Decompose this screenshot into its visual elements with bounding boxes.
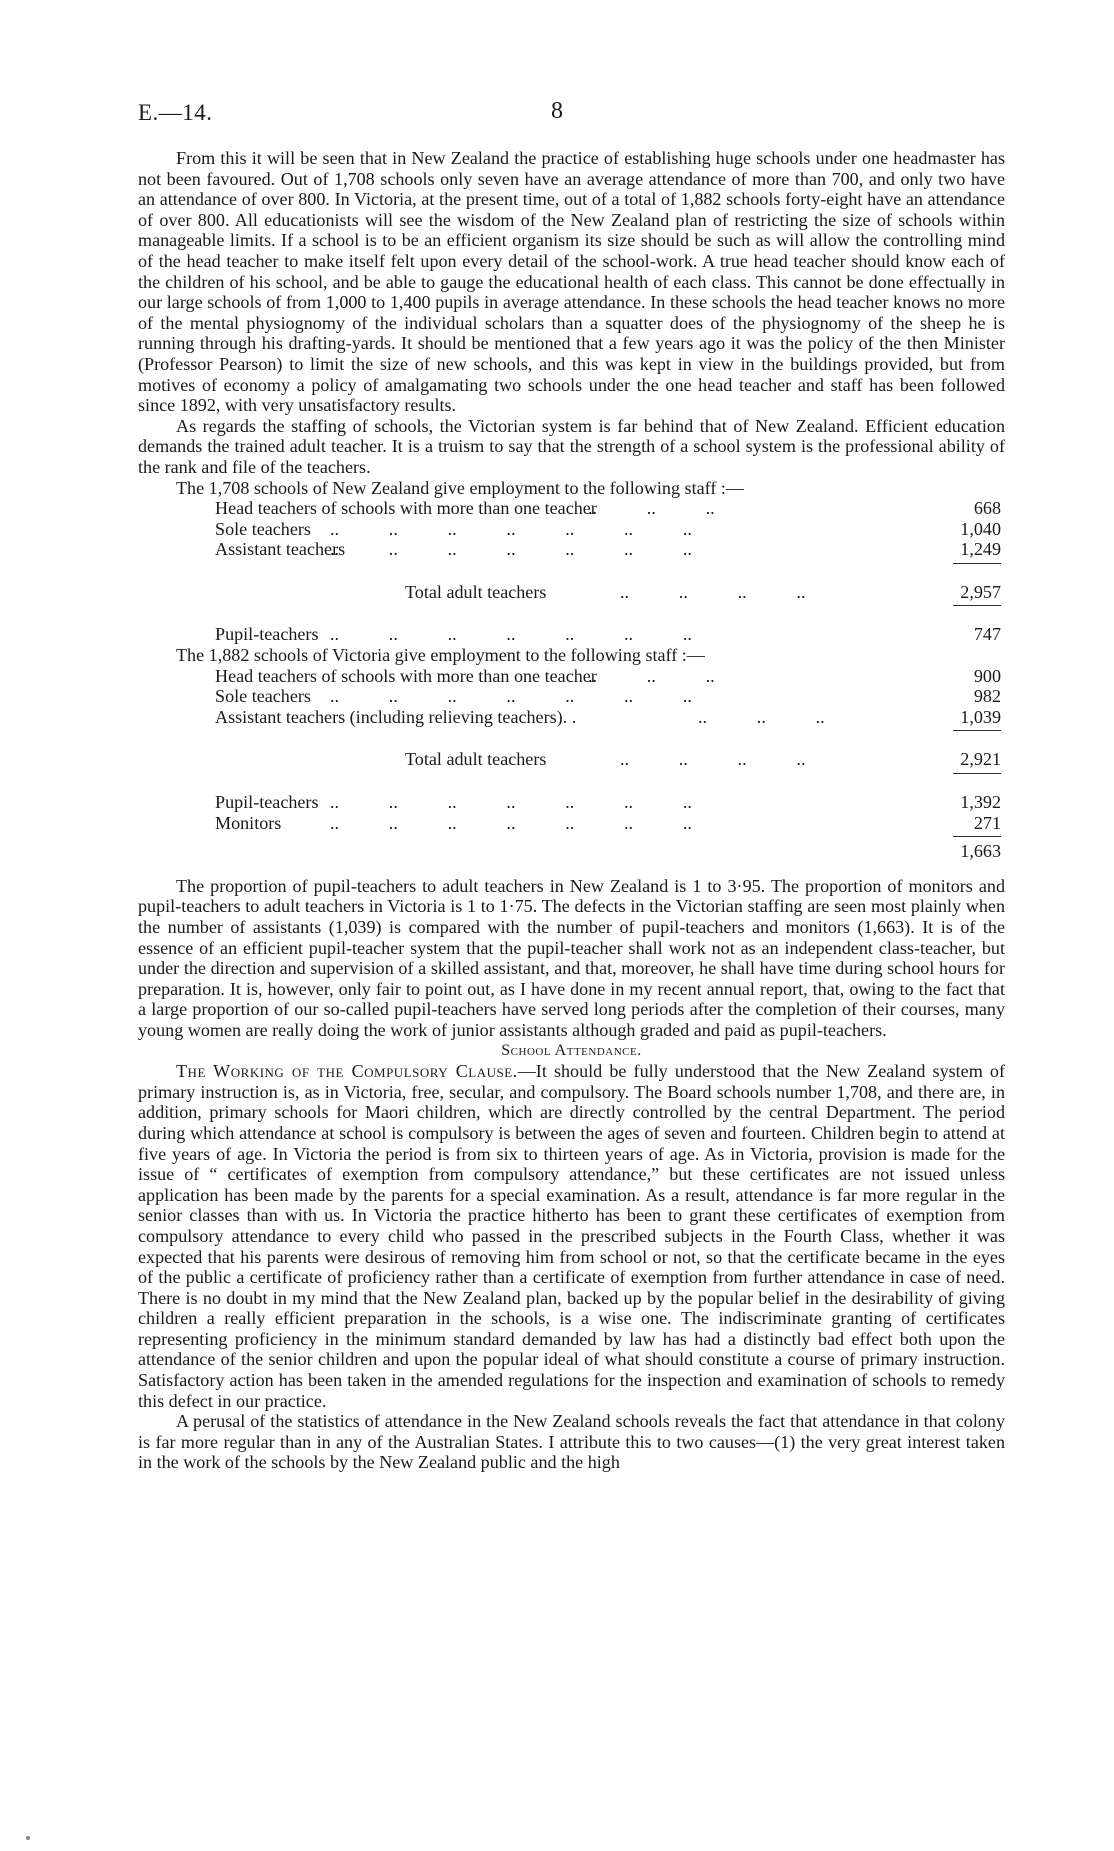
- table-grand-total-row: [138, 841, 1005, 862]
- row-value: 271: [973, 812, 1001, 833]
- row-value: 1,039: [960, 706, 1001, 727]
- leader-dots: .. .. .. .. .. .. ..: [330, 686, 692, 707]
- sum-rule: [953, 836, 1001, 837]
- row-value: 982: [973, 686, 1001, 707]
- table-row: [138, 666, 1005, 687]
- sum-rule: [953, 605, 1001, 606]
- page-body: [138, 148, 1005, 1473]
- leader-dots: .. .. .. ..: [620, 749, 806, 770]
- row-label: Monitors: [215, 812, 282, 833]
- leader-dots: .. .. ..: [588, 665, 715, 686]
- table-row: [138, 498, 1005, 519]
- vic-table-intro: The 1,882 schools of Victoria give employment to the following staff :—: [176, 645, 705, 666]
- paragraph-compulsory-clause: [138, 1061, 1005, 1411]
- paragraph-proportion: The proportion of pupil-teachers to adult teachers in New Zealand is 1 to 3·95. The proportion of monitors and pupil-teachers to adult teachers in Victoria is 1 to 1·75. The defects in the Victorian staffing are seen most plainly when the number of assistants (1,039) is compared with the number of pupil-teachers and monitors (1,663). It is of the essence of an efficient pupil-teacher system that the pupil-teacher shall work not as an independent class-teacher, but under the direction and supervision of a skilled assistant, and that, moreover, he shall have time during school hours for preparation. It is, however, only fair to point out, as I have done in my recent annual report, that, owing to the fact that a large proportion of our so-called pupil-teachers have served long periods after the completion of their courses, many young women are really doing the work of junior assistants although graded and paid as pupil-teachers.: [138, 875, 1005, 1040]
- table-row: [138, 539, 1005, 560]
- row-value: 900: [973, 665, 1001, 686]
- sum-rule: [953, 563, 1001, 564]
- total-value: 2,921: [960, 749, 1001, 770]
- table-row: [138, 707, 1005, 728]
- row-label: Assistant teachers (including relieving teachers). .: [215, 706, 577, 727]
- row-value: 747: [973, 624, 1001, 645]
- row-value: 1,249: [960, 539, 1001, 560]
- table-row: [138, 792, 1005, 813]
- scan-mark: [26, 1836, 30, 1840]
- row-label: Sole teachers: [215, 686, 311, 707]
- report-reference: E.—14.: [138, 100, 213, 125]
- table-row: [138, 519, 1005, 540]
- sum-rule: [953, 730, 1001, 731]
- row-value: 1,392: [960, 792, 1001, 813]
- row-label: Assistant teachers: [215, 539, 346, 560]
- leader-dots: .. .. .. .. .. .. ..: [330, 792, 692, 813]
- sum-rule: [953, 773, 1001, 774]
- leader-dots: .. .. ..: [698, 706, 825, 727]
- paragraph-school-size: From this it will be seen that in New Zealand the practice of establishing huge schools under one headmaster has not been favoured. Out of 1,708 schools only seven have an average attendance of more than 700, and only two have an attendance of over 800. In Victoria, at the present time, out of a total of 1,882 schools forty-eight have an attendance of over 800. All educationists will see the wisdom of the New Zealand plan of restricting the size of schools within manageable limits. If a school is to be an efficient organism its size should be such as will allow the controlling mind of the head teacher to make itself felt upon every detail of the school-work. A true head teacher should know each of the children of his school, and be able to gauge the educational health of each class. This cannot be done effectually in our large schools of from 1,000 to 1,400 pupils in average attendance. In these schools the head teacher knows no more of the mental physiognomy of the individual scholars than a squatter does of the physiognomy of the sheep he is running through his drafting-yards. It should be mentioned that a few years ago it was the policy of the then Minister (Professor Pearson) to limit the size of new schools, and this was kept in view in the buildings provided, but from motives of economy a policy of amalgamating two schools under the one head teacher and staff has been followed since 1892, with very unsatisfactory results.: [138, 148, 1005, 416]
- leader-dots: .. .. ..: [588, 498, 715, 519]
- nz-staff-table: [138, 478, 1005, 646]
- total-label: Total adult teachers: [405, 581, 547, 602]
- nz-table-intro-row: [138, 478, 1005, 499]
- nz-table-intro: The 1,708 schools of New Zealand give employment to the following staff :—: [176, 477, 744, 498]
- table-row: [138, 624, 1005, 645]
- row-label: Pupil-teachers: [215, 792, 319, 813]
- leader-dots: .. .. .. .. .. .. ..: [330, 518, 692, 539]
- paragraph-text: —It should be fully understood that the New Zealand system of primary instruction is, as in Victoria, free, secular, and compulsory. The Board schools number 1,708, and there are, in addition, primary schools for Maori children, which are directly controlled by the central Department. The period during which attendance at school is compulsory is between the ages of seven and fourteen. Children begin to attend at five years of age. In Victoria the period is from six to thirteen years of age. As in Victoria, provision is made for the issue of “ certificates of exemption from compulsory attendance,” but these certificates are not issued unless application has been made by the parents for a special examination. As a result, attendance is far more regular in the senior classes than with us. In Victoria the practice hitherto has been to grant these certificates of exemption from compulsory attendance to every child who passed in the prescribed subjects in the Fourth Class, whether it was expected that his parents were desirous of removing him from school or not, so that the certificate became in the eyes of the public a certificate of proficiency rather than a certificate of exemption from further attendance in case of need. There is no doubt in my mind that the New Zealand plan, backed up by the popular belief in the desirability of giving children a really efficient preparation in the schools, is a wise one. The indiscriminate granting of certificates representing proficiency in the minimum standard demanded by law has had a distinctly bad effect both upon the attendance of the senior children and upon the popular ideal of what should constitute a course of primary instruction. Satisfactory action has been taken in the amended regulations for the inspection and examination of schools to remedy this defect in our practice.: [138, 1061, 1005, 1411]
- total-value: 2,957: [960, 581, 1001, 602]
- vic-table-intro-row: [138, 645, 1005, 666]
- table-row: [138, 813, 1005, 834]
- total-label: Total adult teachers: [405, 749, 547, 770]
- table-row: [138, 686, 1005, 707]
- paragraph-attendance: A perusal of the statistics of attendance in the New Zealand schools reveals the fact that attendance in that colony is far more regular than in any of the Australian States. I attribute this to two causes—(1) the very great interest taken in the work of the schools by the New Zealand public and the high: [138, 1411, 1005, 1473]
- section-heading: School Attendance.: [501, 1041, 642, 1059]
- grand-total-value: 1,663: [960, 841, 1001, 862]
- row-value: 668: [973, 498, 1001, 519]
- row-label: Pupil-teachers: [215, 624, 319, 645]
- table-total-row: [138, 749, 1005, 770]
- leader-dots: .. .. .. .. .. .. ..: [330, 812, 692, 833]
- row-value: 1,040: [960, 518, 1001, 539]
- row-label: Head teachers of schools with more than one teacher: [215, 665, 597, 686]
- row-label: Head teachers of schools with more than one teacher: [215, 498, 597, 519]
- leader-dots: .. .. .. .. .. .. ..: [330, 539, 692, 560]
- page-number: 8: [551, 98, 563, 124]
- row-label: Sole teachers: [215, 518, 311, 539]
- victoria-staff-table: [138, 645, 1005, 876]
- leader-dots: .. .. .. .. .. .. ..: [330, 624, 692, 645]
- table-total-row: [138, 582, 1005, 603]
- leader-dots: .. .. .. ..: [620, 581, 806, 602]
- paragraph-staffing: As regards the staffing of schools, the Victorian system is far behind that of New Zealand. Efficient education demands the trained adult teacher. It is a truism to say that the strength of a school system is the professional ability of the rank and file of the teachers.: [138, 415, 1005, 477]
- page-header: [138, 100, 976, 130]
- paragraph-lead: The Working of the Compulsory Clause.: [176, 1061, 518, 1082]
